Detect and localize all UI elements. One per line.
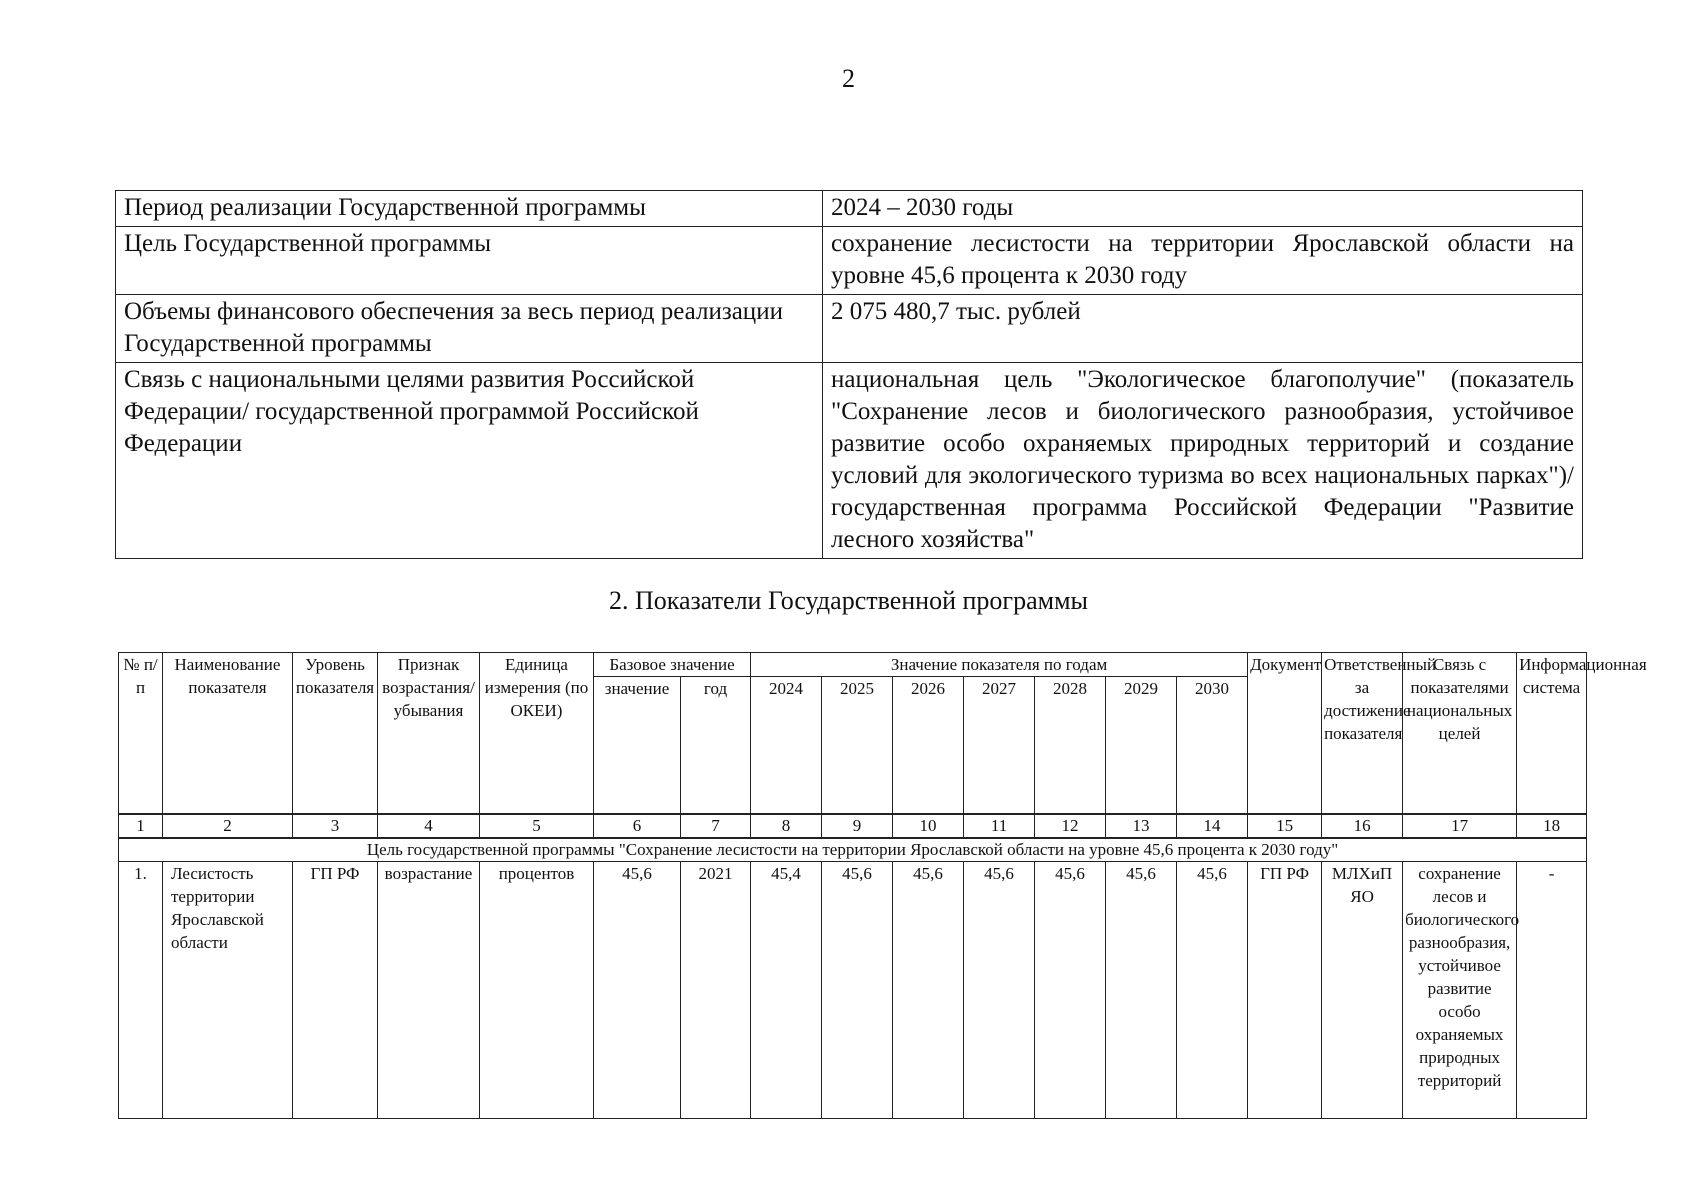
- row-document: ГП РФ: [1248, 862, 1322, 1119]
- passport-value: 2 075 480,7 тыс. рублей: [823, 295, 1583, 363]
- column-number: 11: [964, 814, 1035, 838]
- row-unit: процентов: [480, 862, 594, 1119]
- header-link: Связь с показателями национальных целей: [1403, 653, 1517, 815]
- page-number: 2: [842, 64, 855, 93]
- header-year: 2024: [751, 677, 822, 815]
- header-trend: Признак возрастания/ убывания: [378, 653, 480, 815]
- column-number: 12: [1035, 814, 1106, 838]
- goal-row: [119, 838, 1587, 862]
- header-name: Наименование показателя: [163, 653, 293, 815]
- program-passport-table: [115, 190, 1583, 559]
- header-by-years: Значение показателя по годам: [751, 653, 1248, 677]
- row-value-2029: 45,6: [1106, 862, 1177, 1119]
- header-year: 2027: [964, 677, 1035, 815]
- header-responsible: Ответственный за достижение показателя: [1322, 653, 1403, 815]
- header-year: 2026: [893, 677, 964, 815]
- row-value-2030: 45,6: [1177, 862, 1248, 1119]
- row-level: ГП РФ: [293, 862, 378, 1119]
- row-value-2025: 45,6: [822, 862, 893, 1119]
- row-info-system: -: [1517, 862, 1587, 1119]
- row-base-value: 45,6: [594, 862, 681, 1119]
- row-name: Лесистость территории Ярославской области: [163, 862, 293, 1119]
- column-number: 14: [1177, 814, 1248, 838]
- header-info-system: Информационная система: [1517, 653, 1587, 815]
- header-year: 2028: [1035, 677, 1106, 815]
- header-year: 2029: [1106, 677, 1177, 815]
- header-unit: Единица измерения (по ОКЕИ): [480, 653, 594, 815]
- column-number: 6: [594, 814, 681, 838]
- column-number: 18: [1517, 814, 1587, 838]
- passport-row: [116, 295, 1583, 363]
- column-number: 5: [480, 814, 594, 838]
- header-year: 2025: [822, 677, 893, 815]
- passport-label: Период реализации Государственной программы: [116, 191, 823, 227]
- column-number: 9: [822, 814, 893, 838]
- column-number: 3: [293, 814, 378, 838]
- passport-value: 2024 – 2030 годы: [823, 191, 1583, 227]
- row-responsible: МЛХиП ЯО: [1322, 862, 1403, 1119]
- column-numbers-row: [119, 814, 1587, 838]
- row-value-2024: 45,4: [751, 862, 822, 1119]
- passport-value: национальная цель "Экологическое благополучие" (показатель "Сохранение лесов и биологического разнообразия, устойчивое развитие особо охраняемых природных территорий и создание условий для экологического туризма во всех национальных парках")/ государственная программа Российской Федерации "Развитие лесного хозяйства": [823, 363, 1583, 559]
- passport-row: [116, 191, 1583, 227]
- passport-label: Объемы финансового обеспечения за весь период реализации Государственной программы: [116, 295, 823, 363]
- indicators-table: [118, 652, 1647, 1119]
- passport-value: сохранение лесистости на территории Ярославской области на уровне 45,6 процента к 2030 году: [823, 227, 1583, 295]
- row-trend: возрастание: [378, 862, 480, 1119]
- header-document: Документ: [1248, 653, 1322, 815]
- column-number: 15: [1248, 814, 1322, 838]
- row-num: 1.: [119, 862, 163, 1119]
- goal-text: Цель государственной программы "Сохранение лесистости на территории Ярославской области на уровне 45,6 процента к 2030 году": [119, 838, 1587, 862]
- row-value-2028: 45,6: [1035, 862, 1106, 1119]
- column-number: 7: [681, 814, 751, 838]
- row-value-2026: 45,6: [893, 862, 964, 1119]
- header-base-year: год: [681, 677, 751, 815]
- row-base-year: 2021: [681, 862, 751, 1119]
- section-title: 2. Показатели Государственной программы: [608, 586, 1088, 615]
- row-value-2027: 45,6: [964, 862, 1035, 1119]
- table-row: [119, 862, 1587, 1119]
- header-level: Уровень показателя: [293, 653, 378, 815]
- column-number: 13: [1106, 814, 1177, 838]
- column-number: 2: [163, 814, 293, 838]
- passport-label: Цель Государственной программы: [116, 227, 823, 295]
- column-number: 16: [1322, 814, 1403, 838]
- column-number: 1: [119, 814, 163, 838]
- column-number: 10: [893, 814, 964, 838]
- header-base-value: значение: [594, 677, 681, 815]
- column-number: 17: [1403, 814, 1517, 838]
- header-row: [119, 653, 1587, 677]
- passport-label: Связь с национальными целями развития Российской Федерации/ государственной программой Российской Федерации: [116, 363, 823, 559]
- column-number: 8: [751, 814, 822, 838]
- header-year: 2030: [1177, 677, 1248, 815]
- header-base: Базовое значение: [594, 653, 751, 677]
- passport-row: [116, 363, 1583, 559]
- column-number: 4: [378, 814, 480, 838]
- passport-row: [116, 227, 1583, 295]
- row-link: сохранение лесов и биологического разнообразия, устойчивое развитие особо охраняемых природных территорий: [1403, 862, 1517, 1119]
- header-num: № п/п: [119, 653, 163, 815]
